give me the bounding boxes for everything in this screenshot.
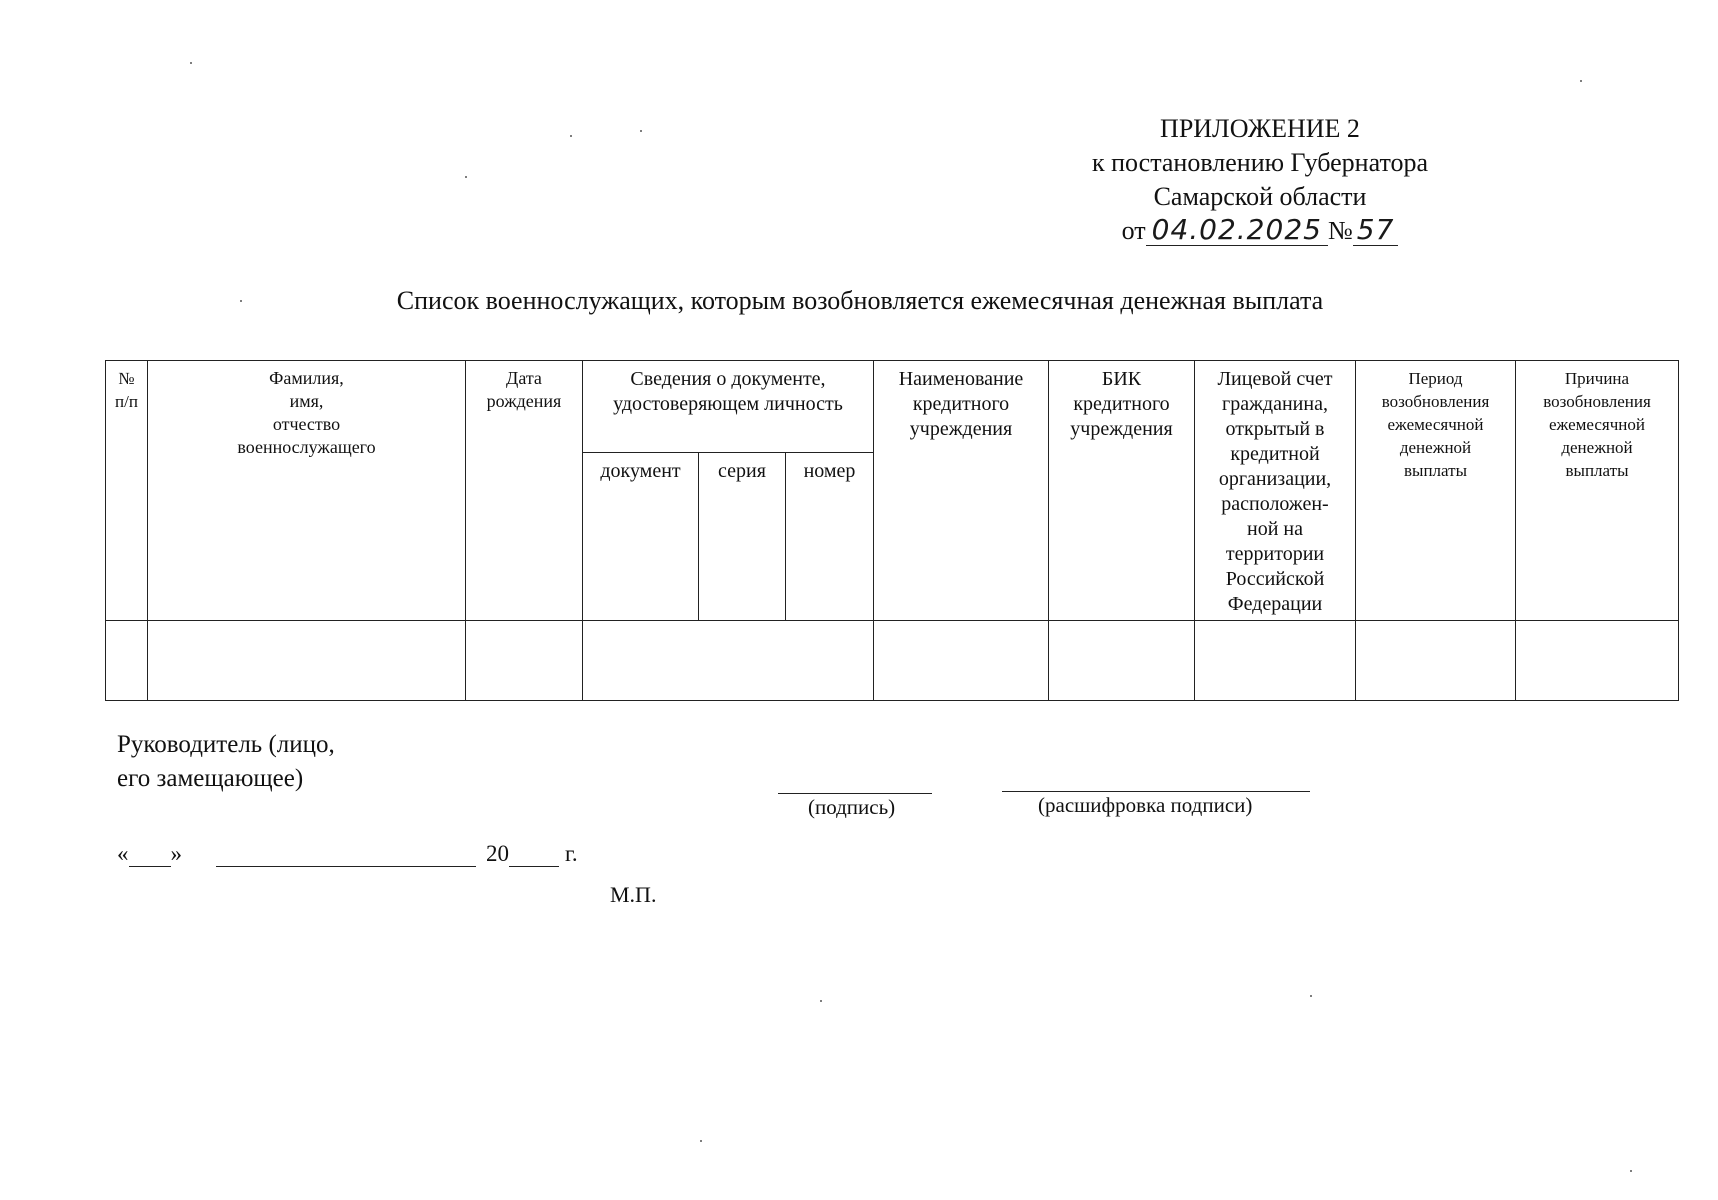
month-blank	[216, 840, 476, 867]
header-doc-number	[786, 453, 874, 621]
header-birth-line: рождения	[486, 391, 562, 411]
header-birth	[466, 361, 583, 621]
header-account-line: кредитной	[1230, 443, 1320, 465]
header-period-line: выплаты	[1404, 461, 1467, 480]
header-bik-line: БИК	[1101, 368, 1142, 390]
stamp-place: М.П.	[610, 882, 657, 907]
header-bank-line: учреждения	[909, 418, 1013, 440]
header-account-line: территории	[1225, 543, 1325, 565]
year-prefix: 20	[486, 841, 509, 866]
table-cell	[1049, 621, 1195, 701]
number-prefix: №	[1327, 216, 1353, 245]
annex-header	[1060, 112, 1460, 248]
header-account	[1195, 361, 1356, 621]
header-bik-line: кредитного	[1073, 393, 1170, 415]
annex-date-row	[1060, 214, 1460, 248]
annex-line-1: к постановлению Губернатора	[1091, 148, 1429, 177]
signatory-line-1: Руководитель (лицо,	[117, 731, 335, 758]
header-account-line: гражданина,	[1222, 393, 1328, 415]
header-reason-line: Причина	[1564, 369, 1630, 388]
scan-speck	[1630, 1170, 1632, 1172]
header-reason-line: ежемесячной	[1549, 415, 1645, 434]
header-account-line: организации,	[1218, 468, 1332, 490]
header-account-line: Российской	[1225, 568, 1325, 590]
signatory-line-2: его замещающее)	[117, 765, 304, 792]
servicemen-table	[105, 360, 1679, 701]
annex-title: ПРИЛОЖЕНИЕ 2	[1160, 114, 1360, 143]
signature-line	[778, 793, 932, 794]
header-reason-line: денежной	[1561, 438, 1633, 457]
header-num	[106, 361, 148, 621]
header-doc-type-text: документ	[600, 460, 681, 482]
handwritten-date: 04.02.2025	[1146, 215, 1328, 246]
header-account-line: ной на	[1247, 518, 1303, 540]
header-doc-group-line: удостоверяющем личность	[613, 393, 843, 415]
scan-speck	[640, 130, 642, 132]
header-bank-name	[874, 361, 1049, 621]
decode-line	[1002, 791, 1310, 792]
scan-speck	[1580, 80, 1582, 82]
header-birth-line: Дата	[506, 368, 542, 388]
scan-speck	[1310, 995, 1312, 997]
handwritten-number: 57	[1353, 215, 1399, 246]
scan-speck	[820, 1000, 822, 1002]
header-account-line: Федерации	[1227, 593, 1323, 615]
scan-speck	[570, 135, 572, 137]
header-num-text: № п/п	[115, 369, 138, 411]
header-account-line: Лицевой счет	[1217, 368, 1333, 390]
header-period	[1356, 361, 1516, 621]
table-cell	[1356, 621, 1516, 701]
table-cell	[1195, 621, 1356, 701]
table-cell	[583, 621, 874, 701]
header-period-line: Период	[1408, 369, 1463, 388]
date-open-quote: «	[117, 841, 129, 866]
header-fio-line: Фамилия,	[269, 368, 344, 388]
header-reason-line: возобновления	[1543, 392, 1651, 411]
header-reason	[1516, 361, 1679, 621]
table-cell	[874, 621, 1049, 701]
from-prefix: от	[1121, 216, 1146, 245]
header-bik	[1049, 361, 1195, 621]
decode-caption: (расшифровка подписи)	[1038, 793, 1253, 817]
scan-speck	[240, 300, 242, 302]
table-cell	[1516, 621, 1679, 701]
scan-speck	[190, 62, 192, 64]
header-period-line: денежной	[1399, 438, 1472, 457]
header-period-line: ежемесячной	[1387, 415, 1484, 434]
year-suffix: г.	[565, 841, 578, 866]
header-account-line: расположен-	[1221, 493, 1329, 515]
year-blank	[509, 840, 559, 867]
header-doc-group	[583, 361, 874, 453]
header-fio	[148, 361, 466, 621]
annex-line-2: Самарской области	[1153, 182, 1367, 211]
date-field	[117, 840, 578, 867]
signatory-label	[117, 728, 335, 796]
day-blank	[129, 840, 171, 867]
table-cell	[148, 621, 466, 701]
header-fio-line: военнослужащего	[237, 437, 376, 457]
date-close-quote: »	[170, 841, 182, 866]
header-doc-number-text: номер	[803, 460, 856, 482]
header-reason-line: выплаты	[1565, 461, 1629, 480]
header-account-line: открытый в	[1225, 418, 1325, 440]
header-doc-type	[583, 453, 699, 621]
header-bank-line: Наименование	[898, 368, 1024, 390]
header-doc-series	[699, 453, 786, 621]
header-period-line: возобновления	[1381, 392, 1490, 411]
table-row	[106, 621, 1679, 701]
signature-caption: (подпись)	[808, 795, 896, 819]
scan-speck	[700, 1140, 702, 1142]
table-cell	[106, 621, 148, 701]
table-cell	[466, 621, 583, 701]
scan-speck	[465, 176, 467, 178]
header-bank-line: кредитного	[912, 393, 1010, 415]
header-bik-line: учреждения	[1070, 418, 1173, 440]
header-fio-line: имя,	[289, 391, 324, 411]
document-title: Список военнослужащих, которым возобновляется ежемесячная денежная выплата	[396, 286, 1324, 315]
header-fio-line: отчество	[272, 414, 341, 434]
header-doc-group-line: Сведения о документе,	[630, 368, 826, 390]
header-doc-series-text: серия	[718, 460, 766, 482]
